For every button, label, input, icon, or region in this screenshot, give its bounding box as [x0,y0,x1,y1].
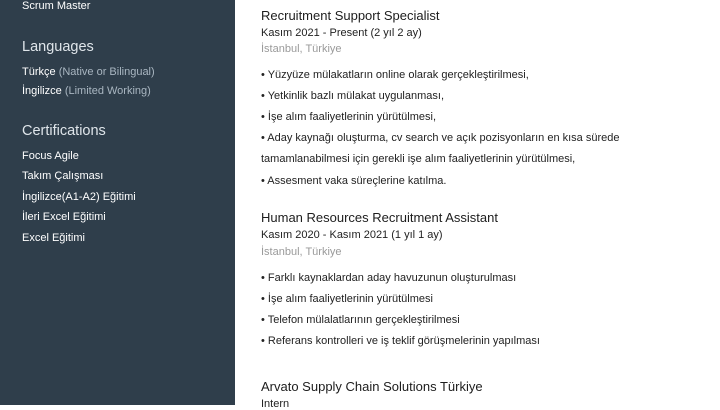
job-bullet: tamamlanabilmesi için gerekli işe alım faaliyetlerinin yürütülmesi, [261,153,576,165]
certification-item: Focus Agile [22,150,79,162]
job-bullet: • Referans kontrolleri ve iş teklif görüşmelerinin yapılması [261,335,540,347]
job-bullet: • Assesment vaka süreçlerine katılma. [261,175,447,187]
certifications-heading: Certifications [22,123,106,139]
company-name: Arvato Supply Chain Solutions Türkiye [261,379,483,394]
skill-item: Scrum Master [22,0,91,12]
sidebar [0,0,235,405]
language-level: (Limited Working) [64,85,151,97]
job-date: Kasım 2020 - Kasım 2021 (1 yıl 1 ay) [261,229,443,241]
job-role-partial: Intern [261,398,290,410]
language-level: (Native or Bilingual) [58,66,155,78]
language-item [22,66,155,78]
job-bullet: • Farklı kaynaklardan aday havuzunun oluşturulması [261,272,517,284]
main-content [235,0,720,410]
language-name: İngilizce [22,85,62,97]
job-bullet: • Yetkinlik bazlı mülakat uygulanması, [261,90,445,102]
job-date: Kasım 2021 - Present (2 yıl 2 ay) [261,27,422,39]
language-item [22,85,151,97]
languages-heading: Languages [22,39,94,55]
certification-item: Takım Çalışması [22,170,104,182]
language-name: Türkçe [22,66,56,78]
job-bullet: • Aday kaynağı oluşturma, cv search ve açık pozisyonların en kısa sürede [261,132,620,144]
job-bullet: • Telefon mülalatlarının gerçekleştirilmesi [261,314,460,326]
job-bullet: • İşe alım faaliyetlerinin yürütülmesi [261,293,433,305]
certification-item: İngilizce(A1-A2) Eğitimi [22,191,136,203]
job-bullet: • İşe alım faaliyetlerinin yürütülmesi, [261,111,437,123]
job-title: Recruitment Support Specialist [261,8,440,23]
job-bullet: • Yüzyüze mülakatların online olarak gerçekleştirilmesi, [261,69,529,81]
job-title: Human Resources Recruitment Assistant [261,210,498,225]
job-location: İstanbul, Türkiye [261,246,342,258]
certification-item: Excel Eğitimi [22,232,85,244]
job-location: İstanbul, Türkiye [261,43,342,55]
certification-item: İleri Excel Eğitimi [22,211,106,223]
